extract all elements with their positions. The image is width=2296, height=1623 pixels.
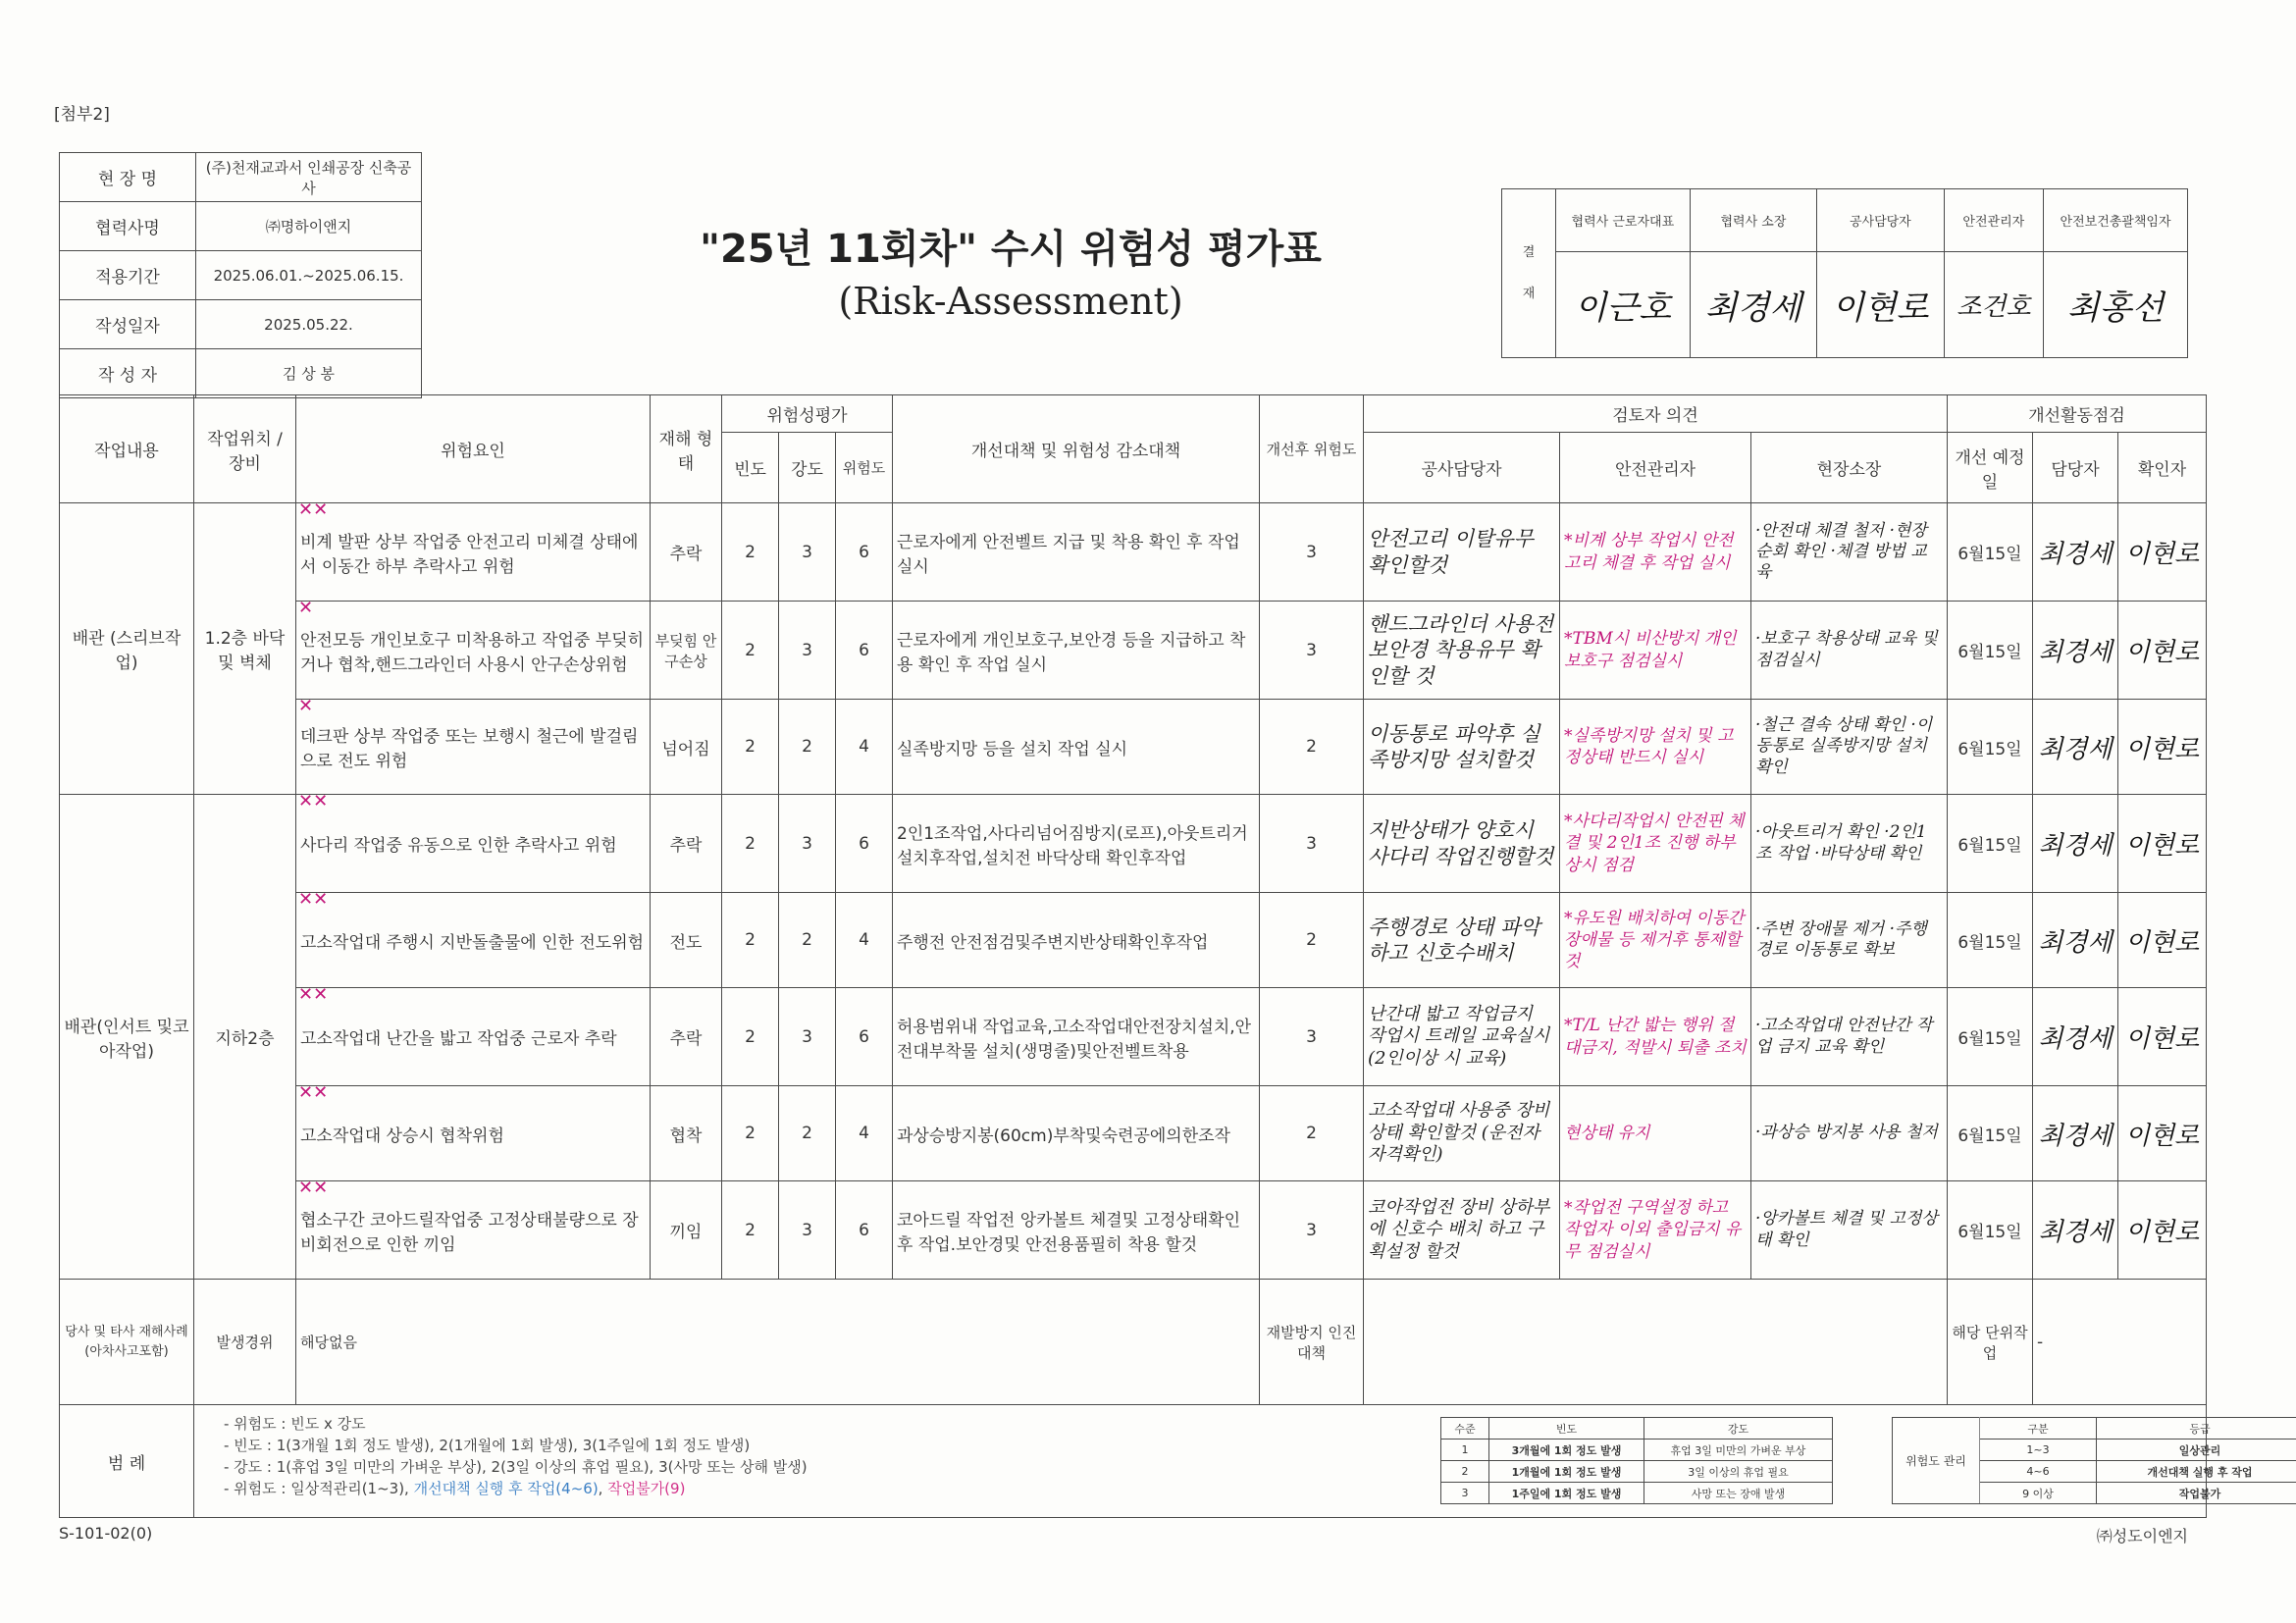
severity-value: 3 [779,795,836,893]
signature-2: 최경세 [1690,252,1816,358]
check-mark-icon: ✕ [298,598,314,618]
role-worker-rep: 협력사 근로자대표 [1556,189,1691,252]
approval-label: 결 재 [1502,189,1556,358]
planned-date: 6월15일 [1948,893,2033,988]
planned-date: 6월15일 [1948,795,2033,893]
disaster-type: 넘어짐 [651,700,722,795]
header-freq: 빈도 [722,433,779,503]
severity-value: 3 [779,1181,836,1280]
table-row [60,988,2207,1086]
severity-value: 3 [779,988,836,1086]
review-safety: *T/L 난간 밟는 행위 절대금지, 적발시 퇴출 조치 [1560,988,1751,1086]
grade-cell: 일상관리 [2097,1440,2296,1461]
freq-value: 2 [722,795,779,893]
role-partner-manager: 협력사 소장 [1690,189,1816,252]
review-site: ·보호구 착용상태 교육 및 점검실시 [1751,602,1948,700]
after-risk-value: 3 [1260,988,1364,1086]
freq-value: 2 [722,503,779,602]
author-value: 김 상 봉 [196,349,422,398]
disaster-type: 추락 [651,503,722,602]
after-risk-value: 2 [1260,700,1364,795]
review-safety: *실족방지망 설치 및 고정상태 반드시 실시 [1560,700,1751,795]
review-construction: 이동통로 파악후 실족방지망 설치할것 [1364,700,1560,795]
hazard-cell: ✕✕ 협소구간 코아드릴작업중 고정상태불량으로 장비회전으로 인한 끼임 [296,1181,651,1280]
manager-signature: 최경세 [2033,700,2118,795]
disaster-type: 전도 [651,893,722,988]
hazard-cell: ✕✕ 사다리 작업중 유동으로 인한 추락사고 위험 [296,795,651,893]
review-construction: 고소작업대 사용중 장비상태 확인할것 (운전자 자격확인) [1364,1086,1560,1181]
occurrence-label: 발생경위 [194,1280,296,1405]
check-mark-icon: ✕✕ [298,1082,329,1103]
check-mark-icon: ✕ [298,696,314,716]
check-mark-icon: ✕✕ [298,984,329,1005]
form-code: S-101-02(0) [59,1524,153,1543]
attachment-label: [첨부2] [54,105,110,125]
period-label: 적용기간 [60,251,196,300]
table-row [60,700,2207,795]
scale-cell: 3일 이상의 휴업 필요 [1644,1461,1832,1483]
legend-line: - 위험도 : 빈도 x 강도 [224,1415,366,1433]
disaster-type: 협착 [651,1086,722,1181]
hazard-cell: ✕✕ 고소작업대 주행시 지반돌출물에 인한 전도위험 [296,893,651,988]
checker-signature: 이현로 [2118,893,2207,988]
table-row [60,893,2207,988]
grade-cell: 개선대책 실행 후 작업 [2097,1461,2296,1483]
legend-label: 범 례 [60,1405,194,1518]
planned-date: 6월15일 [1948,1181,2033,1280]
review-site: ·안전대 체결 철저 ·현장 순회 확인 ·체결 방법 교육 [1751,503,1948,602]
severity-value: 2 [779,893,836,988]
group-work: 배관 (스리브작업) [60,503,194,795]
disaster-type: 추락 [651,988,722,1086]
manager-signature: 최경세 [2033,602,2118,700]
accident-label: 당사 및 타사 재해사례 (아차사고포함) [60,1280,194,1405]
checker-signature: 이현로 [2118,503,2207,602]
after-risk-value: 3 [1260,602,1364,700]
review-safety: *TBM시 비산방지 개인보호구 점검실시 [1560,602,1751,700]
role-construction-manager: 공사담당자 [1817,189,1944,252]
header-risk: 위험도 [836,433,893,503]
header-location: 작업위치 / 장비 [194,395,296,503]
hazard-cell: ✕✕ 고소작업대 난간을 밟고 작업중 근로자 추락 [296,988,651,1086]
legend-row [60,1405,2207,1518]
manager-signature: 최경세 [2033,795,2118,893]
date-label: 작성일자 [60,300,196,349]
role-safety-manager: 안전관리자 [1944,189,2044,252]
measure-cell: 근로자에게 안전벨트 지급 및 착용 확인 후 작업 실시 [893,503,1260,602]
review-site: ·앙카볼트 체결 및 고정상태 확인 [1751,1181,1948,1280]
header-checker: 확인자 [2118,433,2207,503]
check-mark-icon: ✕✕ [298,791,329,812]
header-work: 작업내용 [60,395,194,503]
risk-value: 6 [836,503,893,602]
header-info-table [59,152,422,398]
review-safety: *비계 상부 작업시 안전고리 체결 후 작업 실시 [1560,503,1751,602]
legend-line: - 강도 : 1(휴업 3일 미만의 가벼운 부상), 2(3일 이상의 휴업 필요), 3(사망 또는 상해 발생) [224,1458,808,1476]
header-measures: 개선대책 및 위험성 감소대책 [893,395,1260,503]
scale-cell: 휴업 3일 미만의 가벼운 부상 [1644,1440,1832,1461]
grade-cell: 4~6 [1980,1461,2097,1483]
freq-value: 2 [722,602,779,700]
grade-cell: 9 이상 [1980,1483,2097,1504]
unit-value: - [2033,1280,2207,1405]
review-site: ·철근 결속 상태 확인 ·이동통로 실족방지망 설치확인 [1751,700,1948,795]
hazard-cell: ✕ 데크판 상부 작업중 또는 보행시 철근에 발걸림으로 전도 위험 [296,700,651,795]
checker-signature: 이현로 [2118,1086,2207,1181]
review-construction: 핸드그라인더 사용전 보안경 착용유무 확인할 것 [1364,602,1560,700]
grade-cell: 1~3 [1980,1440,2097,1461]
legend-line: - 위험도 : 일상적관리(1~3), 개선대책 실행 후 작업(4~6), 작업불가(9) [224,1480,686,1497]
planned-date: 6월15일 [1948,988,2033,1086]
period-value: 2025.06.01.~2025.06.15. [196,251,422,300]
severity-value: 2 [779,1086,836,1181]
disaster-type: 부딪힘 안구손상 [651,602,722,700]
group-location: 1.2층 바닥 및 벽체 [194,503,296,795]
after-risk-value: 3 [1260,1181,1364,1280]
risk-value: 6 [836,988,893,1086]
header-activity: 개선활동점검 [1948,395,2207,433]
manager-signature: 최경세 [2033,988,2118,1086]
measure-cell: 2인1조작업,사다리넘어짐방지(로프),아웃트리거 설치후작업,설치전 바닥상태 확인후작업 [893,795,1260,893]
risk-value: 4 [836,1086,893,1181]
signature-1: 이근호 [1556,252,1691,358]
header-review-site: 현장소장 [1751,433,1948,503]
risk-value: 4 [836,700,893,795]
measure-cell: 코아드릴 작업전 앙카볼트 체결및 고정상태확인후 작업.보안경및 안전용품필히 착용 할것 [893,1181,1260,1280]
review-construction: 난간대 밟고 작업금지 작업시 트레일 교육실시 (2인이상 시 교육) [1364,988,1560,1086]
scale-cell: 사망 또는 장애 발생 [1644,1483,1832,1504]
date-value: 2025.05.22. [196,300,422,349]
occurrence-value: 해당없음 [296,1280,1260,1405]
planned-date: 6월15일 [1948,503,2033,602]
grade-header: 등급 [2097,1418,2296,1440]
severity-value: 3 [779,503,836,602]
scale-cell: 1 [1441,1440,1489,1461]
partner-label: 협력사명 [60,202,196,251]
freq-value: 2 [722,1181,779,1280]
checker-signature: 이현로 [2118,795,2207,893]
after-risk-value: 2 [1260,893,1364,988]
review-construction: 주행경로 상태 파악하고 신호수배치 [1364,893,1560,988]
review-construction: 지반상태가 양호시 사다리 작업진행할것 [1364,795,1560,893]
after-risk-value: 2 [1260,1086,1364,1181]
header-disaster-type: 재해 형태 [651,395,722,503]
legend-text [224,1413,808,1499]
review-safety: *사다리작업시 안전핀 체결 및 2인1조 진행 하부 상시 점검 [1560,795,1751,893]
risk-value: 6 [836,1181,893,1280]
planned-date: 6월15일 [1948,602,2033,700]
risk-value: 6 [836,602,893,700]
table-row [60,1181,2207,1280]
header-severity: 강도 [779,433,836,503]
table-row [60,795,2207,893]
unit-label: 해당 단위작업 [1948,1280,2033,1405]
freq-value: 2 [722,988,779,1086]
group-work: 배관(인서트 및코아작업) [60,795,194,1280]
planned-date: 6월15일 [1948,1086,2033,1181]
freq-value: 2 [722,1086,779,1181]
scale-cell: 3개월에 1회 정도 발생 [1489,1440,1644,1461]
measure-cell: 근로자에게 개인보호구,보안경 등을 지급하고 착용 확인 후 작업 실시 [893,602,1260,700]
planned-date: 6월15일 [1948,700,2033,795]
scale-cell: 1주일에 1회 정도 발생 [1489,1483,1644,1504]
checker-signature: 이현로 [2118,988,2207,1086]
review-construction: 안전고리 이탈유무 확인할것 [1364,503,1560,602]
review-safety: 현상태 유지 [1560,1086,1751,1181]
hazard-cell: ✕✕ 비계 발판 상부 작업중 안전고리 미체결 상태에서 이동간 하부 추락사고 위험 [296,503,651,602]
measure-cell: 실족방지망 등을 설치 작업 실시 [893,700,1260,795]
signature-3: 이현로 [1817,252,1944,358]
author-label: 작 성 자 [60,349,196,398]
site-label: 현 장 명 [60,153,196,202]
manager-signature: 최경세 [2033,893,2118,988]
check-mark-icon: ✕✕ [298,1178,329,1198]
measure-cell: 주행전 안전점검및주변지반상태확인후작업 [893,893,1260,988]
page-title: "25년 11회차" 수시 위험성 평가표 [700,227,1322,272]
partner-value: ㈜명하이앤지 [196,202,422,251]
header-risk-eval: 위험성평가 [722,395,893,433]
measure-cell: 허용범위내 작업교육,고소작업대안전장치설치,안전대부착물 설치(생명줄)및안전벨트착용 [893,988,1260,1086]
review-safety: *유도원 배치하여 이동간 장애물 등 제거후 통제할것 [1560,893,1751,988]
legend-line: - 빈도 : 1(3개월 1회 정도 발생), 2(1개월에 1회 발생), 3(1주일에 1회 정도 발생) [224,1437,751,1454]
grade-header: 구분 [1980,1418,2097,1440]
approval-table [1501,188,2188,358]
review-construction: 코아작업전 장비 상하부에 신호수 배치 하고 구획설정 할것 [1364,1181,1560,1280]
header-review-safety: 안전관리자 [1560,433,1751,503]
review-site: ·주변 장애물 제거 ·주행경로 이동통로 확보 [1751,893,1948,988]
grade-table [1892,1417,2296,1504]
review-safety: *작업전 구역설정 하고 작업자 이외 출입금지 유무 점검실시 [1560,1181,1751,1280]
header-review: 검토자 의견 [1364,395,1948,433]
header-planned-date: 개선 예정일 [1948,433,2033,503]
header-hazard: 위험요인 [296,395,651,503]
check-mark-icon: ✕✕ [298,889,329,910]
risk-value: 4 [836,893,893,988]
checker-signature: 이현로 [2118,700,2207,795]
disaster-type: 끼임 [651,1181,722,1280]
review-site: ·고소작업대 안전난간 작업 금지 교육 확인 [1751,988,1948,1086]
scale-cell: 3 [1441,1483,1489,1504]
check-mark-icon: ✕✕ [298,499,329,520]
after-risk-value: 3 [1260,795,1364,893]
accident-row [60,1280,2207,1405]
scale-table [1440,1417,1833,1504]
header-review-construction: 공사담당자 [1364,433,1560,503]
legend-area [194,1405,2253,1518]
site-value: (주)천재교과서 인쇄공장 신축공사 [196,153,422,202]
table-row [60,1086,2207,1181]
role-safety-director: 안전보건총괄책임자 [2044,189,2188,252]
group-location: 지하2층 [194,795,296,1280]
signature-4: 조건호 [1944,252,2044,358]
severity-value: 2 [779,700,836,795]
freq-value: 2 [722,700,779,795]
risk-value: 6 [836,795,893,893]
freq-value: 2 [722,893,779,988]
review-site: ·과상승 방지봉 사용 철저 [1751,1086,1948,1181]
review-site: ·아웃트리거 확인 ·2인1조 작업 ·바닥상태 확인 [1751,795,1948,893]
scale-header: 수준 [1441,1418,1489,1440]
grade-cell: 작업불가 [2097,1483,2296,1504]
checker-signature: 이현로 [2118,1181,2207,1280]
scale-header: 빈도 [1489,1418,1644,1440]
after-risk-value: 3 [1260,503,1364,602]
table-row [60,503,2207,602]
table-row [60,602,2207,700]
scale-header: 강도 [1644,1418,1832,1440]
manager-signature: 최경세 [2033,1086,2118,1181]
measure-cell: 과상승방지봉(60cm)부착및숙련공에의한조작 [893,1086,1260,1181]
prevention-label: 재발방지 인진대책 [1260,1280,1364,1405]
manager-signature: 최경세 [2033,1181,2118,1280]
hazard-cell: ✕ 안전모등 개인보호구 미착용하고 작업중 부딪히거나 협착,핸드그라인더 사용시 안구손상위험 [296,602,651,700]
severity-value: 3 [779,602,836,700]
header-after-risk: 개선후 위험도 [1260,395,1364,503]
risk-table [59,394,2253,1518]
scale-cell: 2 [1441,1461,1489,1483]
page-subtitle: (Risk-Assessment) [838,280,1183,323]
signature-5: 최홍선 [2044,252,2188,358]
hazard-cell: ✕✕ 고소작업대 상승시 협착위험 [296,1086,651,1181]
footer-company: ㈜성도이엔지 [2096,1527,2188,1545]
manager-signature: 최경세 [2033,503,2118,602]
scale-cell: 1개월에 1회 정도 발생 [1489,1461,1644,1483]
checker-signature: 이현로 [2118,602,2207,700]
grade-label: 위험도 관리 [1893,1418,1980,1504]
header-manager: 담당자 [2033,433,2118,503]
disaster-type: 추락 [651,795,722,893]
prevention-value [1364,1280,1948,1405]
